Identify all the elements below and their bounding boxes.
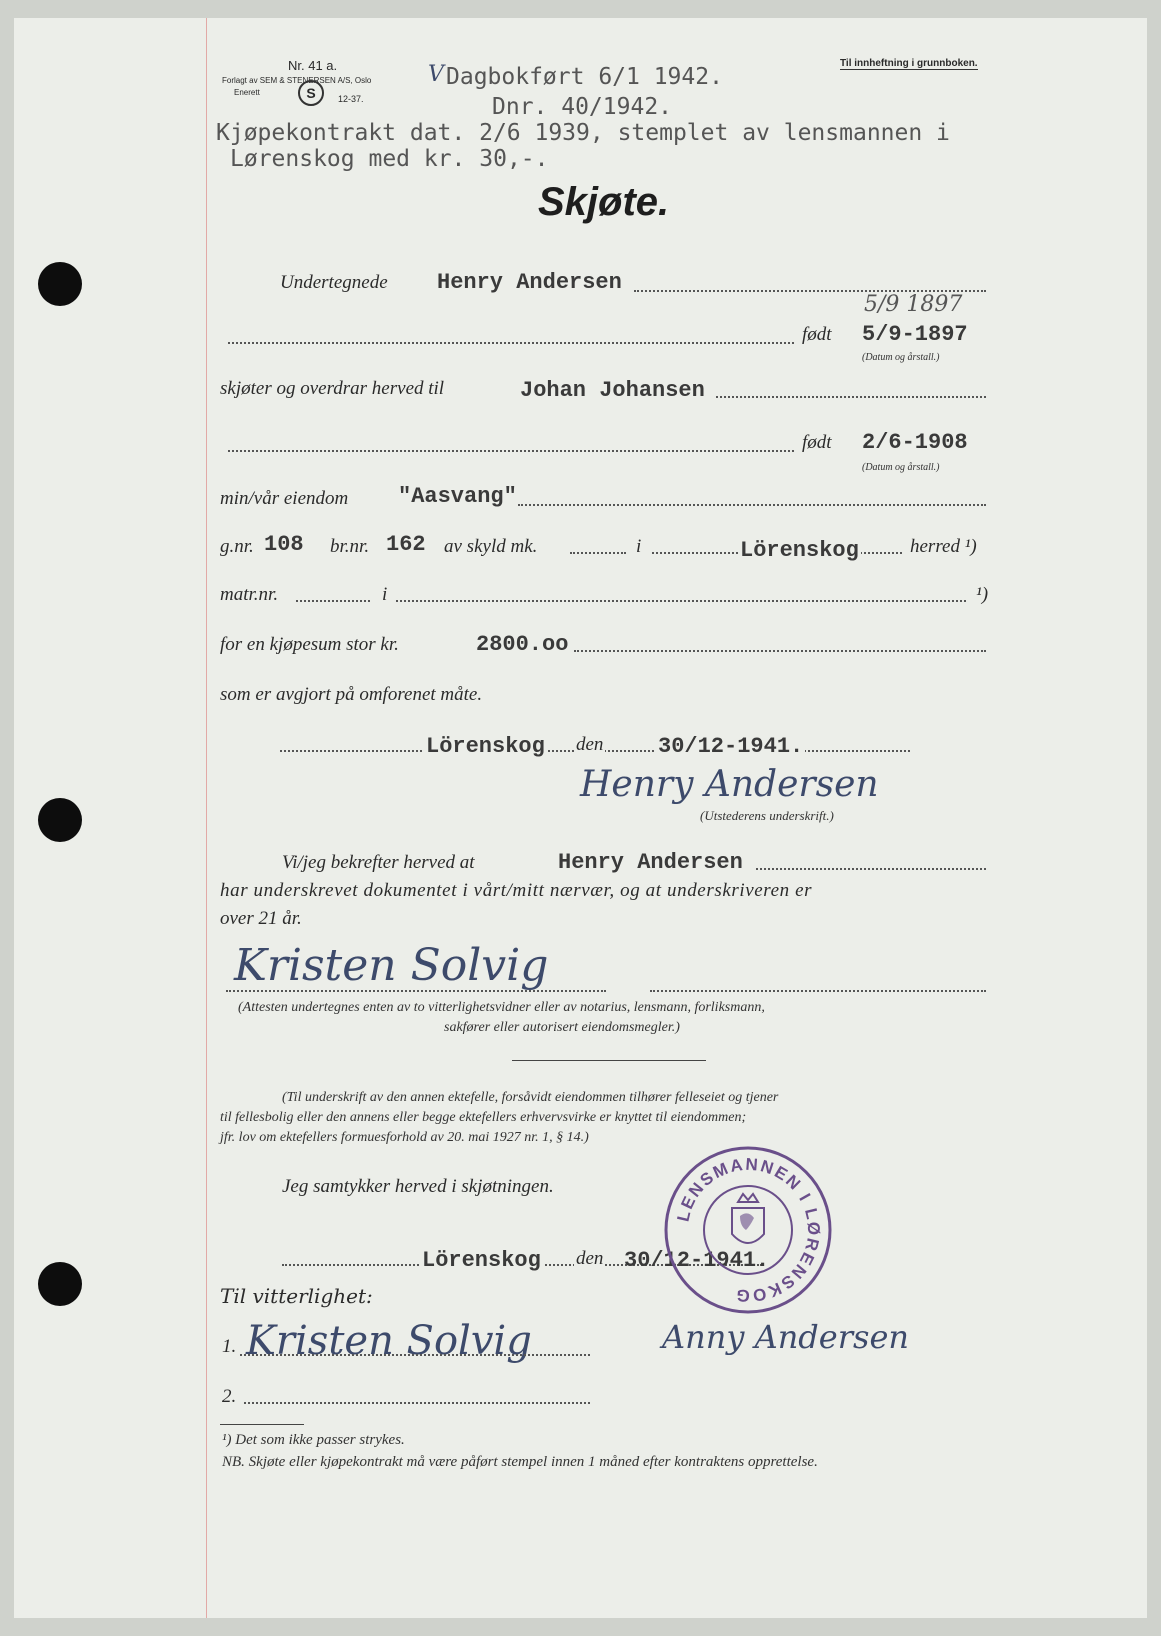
gnr-label: g.nr. [220, 536, 254, 557]
matr-dotted-line-2 [396, 600, 966, 602]
attest-note-line2: sakfører eller autorisert eiendomsmegler.) [444, 1020, 680, 1035]
property-name: "Aasvang" [398, 484, 517, 509]
attest-line2: har underskrevet dokumentet i vårt/mitt nærvær, og at underskriveren er [220, 880, 813, 901]
svg-text:LENSMANNEN I LØRENSKOG: LENSMANNEN I LØRENSKOG [673, 1154, 824, 1306]
attest-label: Vi/jeg bekrefter herved at [282, 852, 475, 873]
gnr-value: 108 [264, 532, 304, 557]
seller-date-hint: (Datum og årstall.) [862, 352, 940, 363]
spouse-signature: Anny Andersen [662, 1318, 909, 1356]
footnote-rule [220, 1424, 304, 1425]
divider [512, 1060, 706, 1061]
municipality-value: Lörenskog [740, 538, 859, 563]
spouse-den-label: den [576, 1248, 604, 1269]
signing-place: Lörenskog [426, 734, 545, 759]
attest-name: Henry Andersen [558, 850, 743, 875]
witness-signature: Kristen Solvig [234, 940, 549, 991]
buyer-name: Johan Johansen [520, 378, 705, 403]
publisher-line: Forlagt av SEM & STENERSEN A/S, Oslo [222, 76, 372, 85]
seller-signature-caption: (Utstederens underskrift.) [700, 808, 834, 823]
witness-number-2: 2. [222, 1386, 237, 1407]
punch-hole [38, 262, 82, 306]
matr-dotted-line [296, 600, 370, 602]
punch-hole [38, 1262, 82, 1306]
spouse-note-line1: (Til underskrift av den annen ektefelle, forsåvidt eiendommen tilhører felleseiet og tjener [282, 1090, 779, 1105]
witness-1-dotted-line [240, 1354, 590, 1356]
skyld-dotted-line [570, 552, 626, 554]
price-value: 2800.oo [476, 632, 569, 657]
attest-note-line1: (Attesten undertegnes enten av to vitterlighetsvidner eller av notarius, lensmann, forliksmann, [238, 1000, 765, 1015]
seller-signature: Henry Andersen [580, 764, 879, 805]
signing-den-label: den [576, 734, 604, 755]
consent-text: Jeg samtykker herved i skjøtningen. [282, 1176, 554, 1197]
document-title: Skjøte. [538, 180, 670, 224]
contract-note-line2: Lørenskog med kr. 30,-. [230, 146, 549, 172]
top-right-note: Til innheftning i grunnboken. [840, 58, 978, 69]
spouse-date: 30/12-1941. [624, 1248, 770, 1273]
publisher-enerett: Enerett [234, 88, 260, 97]
spouse-note-line2: til fellesbolig eller den annens eller begge ektefellers erhvervsvirke er knyttet til eiendommen; [220, 1110, 747, 1125]
seller-born-value: 5/9-1897 [862, 322, 968, 347]
margin-line [206, 18, 207, 1618]
buyer-born-label: født [802, 432, 832, 453]
seller-born-handwritten: 5/9 1897 [864, 292, 963, 317]
seller-dotted-line-2 [228, 342, 794, 344]
seller-name: Henry Andersen [437, 270, 622, 295]
price-label: for en kjøpesum stor kr. [220, 634, 399, 655]
check-mark: V [428, 62, 444, 87]
seller-label: Undertegnede [280, 272, 388, 293]
buyer-label: skjøter og overdrar herved til [220, 378, 445, 399]
buyer-born-value: 2/6-1908 [862, 430, 968, 455]
buyer-dotted-line [716, 396, 986, 398]
contract-note-line1: Kjøpekontrakt dat. 2/6 1939, stemplet av lensmannen i [216, 120, 950, 146]
spouse-note-line3: jfr. lov om ektefellers formuesforhold av 20. mai 1927 nr. 1, § 14.) [220, 1130, 589, 1145]
footnote-2: NB. Skjøte eller kjøpekontrakt må være påført stempel innen 1 måned efter kontraktens opprettelse. [222, 1454, 818, 1470]
witness-dotted-line [226, 990, 606, 992]
buyer-date-hint: (Datum og årstall.) [862, 462, 940, 473]
price-dotted-line [574, 650, 986, 652]
witness-signature-1: Kristen Solvig [246, 1318, 532, 1364]
bnr-value: 162 [386, 532, 426, 557]
punch-hole [38, 798, 82, 842]
dagbok-stamp: Dagbokført 6/1 1942. [446, 64, 723, 90]
signing-date: 30/12-1941. [658, 734, 804, 759]
dnr-stamp: Dnr. 40/1942. [492, 94, 673, 120]
document-page [14, 18, 1147, 1618]
bnr-label: br.nr. [330, 536, 370, 557]
seller-born-label: født [802, 324, 832, 345]
publisher-logo-icon: S [298, 80, 324, 106]
skyld-label: av skyld mk. [444, 536, 538, 557]
i-label: i [636, 536, 642, 557]
witness-label: Til vitterlighet: [220, 1284, 373, 1308]
herred-label: herred ¹) [910, 536, 977, 557]
attest-line3: over 21 år. [220, 908, 302, 929]
settled-text: som er avgjort på omforenet måte. [220, 684, 483, 705]
property-dotted-line [518, 504, 986, 506]
buyer-dotted-line-2 [228, 450, 794, 452]
matr-note: ¹) [976, 584, 989, 605]
matr-i-label: i [382, 584, 388, 605]
lensmann-stamp-icon [662, 1144, 834, 1316]
footnote-1: ¹) Det som ikke passer strykes. [222, 1432, 405, 1448]
witness-number-1: 1. [222, 1336, 237, 1357]
matr-label: matr.nr. [220, 584, 279, 605]
attest-dotted-line [756, 868, 986, 870]
property-label: min/vår eiendom [220, 488, 349, 509]
publisher-date: 12-37. [338, 94, 364, 104]
witness-2-dotted-line [244, 1402, 590, 1404]
spouse-place: Lörenskog [422, 1248, 541, 1273]
witness-dotted-line-2 [650, 990, 986, 992]
form-number: Nr. 41 a. [288, 58, 338, 73]
